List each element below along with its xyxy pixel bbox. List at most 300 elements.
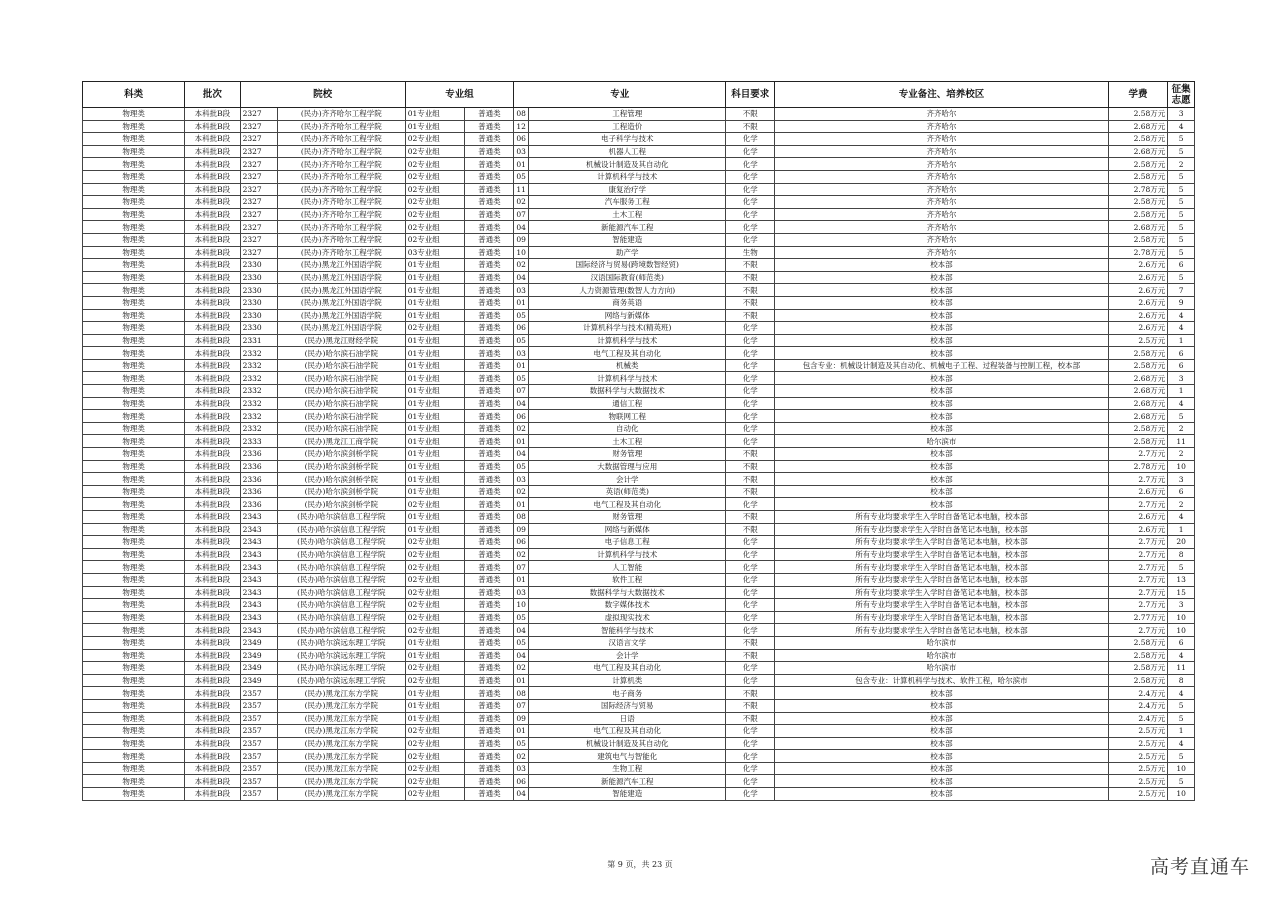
cell-plan-count: 8 [1168,548,1195,561]
cell-group-code: 02专业组 [405,221,465,234]
table-row [83,120,1195,133]
cell-major-name: 计算机类 [529,674,726,687]
cell-subject-requirement: 不限 [726,712,775,725]
cell-institution-code: 2343 [240,561,277,574]
cell-institution-code: 2330 [240,271,277,284]
cell-institution-name: (民办)黑龙江外国语学院 [277,296,405,309]
cell-subject-category: 物理类 [83,687,185,700]
cell-institution-name: (民办)黑龙江外国语学院 [277,322,405,335]
cell-plan-count: 4 [1168,737,1195,750]
cell-major-code: 06 [514,775,529,788]
cell-major-name: 财务管理 [529,448,726,461]
cell-subject-requirement: 化学 [726,170,775,183]
cell-plan-count: 3 [1168,599,1195,612]
cell-tuition: 2.4万元 [1108,687,1168,700]
cell-major-code: 09 [514,233,529,246]
header-institution: 院校 [240,82,405,108]
cell-subject-requirement: 化学 [726,762,775,775]
cell-institution-code: 2343 [240,536,277,549]
cell-group-code: 02专业组 [405,133,465,146]
cell-institution-name: (民办)黑龙江工商学院 [277,435,405,448]
cell-group-type: 普通类 [465,737,514,750]
cell-major-code: 06 [514,322,529,335]
cell-batch: 本科批B段 [185,334,240,347]
table-row [83,145,1195,158]
cell-institution-name: (民办)哈尔滨信息工程学院 [277,536,405,549]
header-major-group: 专业组 [405,82,514,108]
cell-institution-code: 2333 [240,435,277,448]
cell-notes-campus: 校本部 [775,309,1108,322]
cell-notes-campus: 校本部 [775,775,1108,788]
cell-subject-requirement: 化学 [726,536,775,549]
cell-batch: 本科批B段 [185,422,240,435]
cell-major-name: 大数据管理与应用 [529,460,726,473]
cell-tuition: 2.68万元 [1108,120,1168,133]
table-row [83,133,1195,146]
cell-institution-name: (民办)黑龙江外国语学院 [277,309,405,322]
cell-plan-count: 9 [1168,296,1195,309]
cell-subject-category: 物理类 [83,699,185,712]
cell-subject-requirement: 化学 [726,322,775,335]
cell-major-name: 通信工程 [529,397,726,410]
cell-batch: 本科批B段 [185,397,240,410]
cell-notes-campus: 校本部 [775,460,1108,473]
cell-tuition: 2.58万元 [1108,435,1168,448]
cell-plan-count: 5 [1168,145,1195,158]
cell-group-type: 普通类 [465,208,514,221]
cell-subject-category: 物理类 [83,674,185,687]
header-tuition: 学费 [1108,82,1168,108]
cell-major-code: 06 [514,133,529,146]
table-row [83,737,1195,750]
cell-tuition: 2.4万元 [1108,699,1168,712]
cell-institution-name: (民办)齐齐哈尔工程学院 [277,170,405,183]
table-row [83,221,1195,234]
cell-group-code: 01专业组 [405,108,465,121]
cell-notes-campus: 齐齐哈尔 [775,233,1108,246]
cell-institution-name: (民办)齐齐哈尔工程学院 [277,246,405,259]
cell-institution-code: 2343 [240,548,277,561]
cell-notes-campus: 校本部 [775,385,1108,398]
cell-plan-count: 10 [1168,762,1195,775]
cell-subject-requirement: 化学 [726,196,775,209]
cell-group-type: 普通类 [465,410,514,423]
cell-major-code: 07 [514,561,529,574]
cell-plan-count: 2 [1168,422,1195,435]
cell-subject-requirement: 化学 [726,422,775,435]
cell-institution-code: 2330 [240,284,277,297]
cell-major-code: 05 [514,460,529,473]
cell-batch: 本科批B段 [185,322,240,335]
cell-subject-category: 物理类 [83,485,185,498]
cell-institution-code: 2357 [240,737,277,750]
cell-subject-requirement: 不限 [726,473,775,486]
cell-institution-code: 2343 [240,523,277,536]
cell-institution-code: 2327 [240,196,277,209]
cell-notes-campus: 校本部 [775,712,1108,725]
cell-major-code: 05 [514,334,529,347]
cell-notes-campus: 所有专业均要求学生入学时自备笔记本电脑，校本部 [775,561,1108,574]
cell-group-code: 01专业组 [405,649,465,662]
cell-batch: 本科批B段 [185,359,240,372]
cell-subject-category: 物理类 [83,347,185,360]
cell-major-name: 计算机科学与技术 [529,170,726,183]
cell-major-name: 日语 [529,712,726,725]
cell-subject-requirement: 化学 [726,573,775,586]
cell-group-code: 03专业组 [405,246,465,259]
cell-major-name: 机械设计制造及其自动化 [529,158,726,171]
cell-subject-requirement: 化学 [726,347,775,360]
cell-major-name: 数字媒体技术 [529,599,726,612]
cell-subject-category: 物理类 [83,762,185,775]
cell-group-code: 02专业组 [405,611,465,624]
cell-subject-requirement: 不限 [726,120,775,133]
cell-tuition: 2.58万元 [1108,649,1168,662]
cell-institution-code: 2332 [240,397,277,410]
cell-plan-count: 5 [1168,183,1195,196]
cell-major-name: 土木工程 [529,435,726,448]
cell-notes-campus: 校本部 [775,762,1108,775]
cell-subject-requirement: 不限 [726,699,775,712]
cell-subject-category: 物理类 [83,233,185,246]
cell-institution-name: (民办)齐齐哈尔工程学院 [277,158,405,171]
cell-major-code: 09 [514,523,529,536]
cell-major-name: 电子信息工程 [529,536,726,549]
cell-subject-category: 物理类 [83,586,185,599]
cell-notes-campus: 校本部 [775,473,1108,486]
cell-notes-campus: 校本部 [775,259,1108,272]
cell-batch: 本科批B段 [185,108,240,121]
cell-subject-category: 物理类 [83,725,185,738]
cell-major-name: 数据科学与大数据技术 [529,385,726,398]
cell-plan-count: 4 [1168,397,1195,410]
cell-group-code: 01专业组 [405,347,465,360]
cell-notes-campus: 校本部 [775,372,1108,385]
cell-institution-code: 2343 [240,599,277,612]
cell-major-code: 10 [514,599,529,612]
cell-group-type: 普通类 [465,322,514,335]
cell-major-code: 03 [514,586,529,599]
cell-institution-name: (民办)黑龙江东方学院 [277,750,405,763]
cell-major-name: 机械设计制造及其自动化 [529,737,726,750]
cell-group-code: 01专业组 [405,397,465,410]
page-number: 第 9 页，共 23 页 [607,860,673,869]
cell-subject-requirement: 不限 [726,649,775,662]
cell-batch: 本科批B段 [185,221,240,234]
cell-major-code: 01 [514,674,529,687]
cell-notes-campus: 包含专业：计算机科学与技术、软件工程，哈尔滨市 [775,674,1108,687]
cell-institution-code: 2357 [240,750,277,763]
cell-plan-count: 2 [1168,158,1195,171]
cell-subject-category: 物理类 [83,511,185,524]
cell-group-code: 02专业组 [405,536,465,549]
cell-plan-count: 5 [1168,410,1195,423]
cell-group-type: 普通类 [465,762,514,775]
cell-institution-code: 2330 [240,309,277,322]
table-row [83,699,1195,712]
cell-notes-campus: 所有专业均要求学生入学时自备笔记本电脑，校本部 [775,599,1108,612]
cell-major-code: 05 [514,309,529,322]
cell-institution-name: (民办)哈尔滨信息工程学院 [277,573,405,586]
cell-plan-count: 6 [1168,359,1195,372]
cell-subject-category: 物理类 [83,246,185,259]
cell-subject-requirement: 化学 [726,548,775,561]
cell-major-name: 电气工程及其自动化 [529,662,726,675]
cell-major-name: 软件工程 [529,573,726,586]
table-row [83,473,1195,486]
cell-subject-category: 物理类 [83,649,185,662]
cell-major-name: 英语(师范类) [529,485,726,498]
table-row [83,725,1195,738]
cell-subject-category: 物理类 [83,573,185,586]
cell-institution-code: 2332 [240,385,277,398]
cell-plan-count: 1 [1168,385,1195,398]
cell-institution-name: (民办)哈尔滨剑桥学院 [277,498,405,511]
cell-group-code: 01专业组 [405,359,465,372]
cell-batch: 本科批B段 [185,611,240,624]
cell-plan-count: 6 [1168,636,1195,649]
cell-group-code: 01专业组 [405,473,465,486]
table-row [83,523,1195,536]
cell-institution-name: (民办)哈尔滨信息工程学院 [277,599,405,612]
table-row [83,788,1195,801]
cell-major-code: 07 [514,208,529,221]
cell-tuition: 2.6万元 [1108,259,1168,272]
cell-batch: 本科批B段 [185,233,240,246]
table-row [83,662,1195,675]
cell-batch: 本科批B段 [185,284,240,297]
cell-institution-name: (民办)黑龙江东方学院 [277,788,405,801]
cell-tuition: 2.6万元 [1108,296,1168,309]
cell-institution-name: (民办)齐齐哈尔工程学院 [277,108,405,121]
cell-group-type: 普通类 [465,573,514,586]
cell-notes-campus: 所有专业均要求学生入学时自备笔记本电脑，校本部 [775,548,1108,561]
cell-group-code: 02专业组 [405,158,465,171]
cell-institution-name: (民办)黑龙江东方学院 [277,712,405,725]
cell-notes-campus: 校本部 [775,737,1108,750]
cell-plan-count: 7 [1168,284,1195,297]
cell-group-type: 普通类 [465,435,514,448]
cell-group-type: 普通类 [465,649,514,662]
cell-major-name: 财务管理 [529,511,726,524]
cell-major-code: 01 [514,359,529,372]
cell-major-name: 机械类 [529,359,726,372]
cell-group-type: 普通类 [465,548,514,561]
cell-notes-campus: 校本部 [775,397,1108,410]
cell-plan-count: 5 [1168,208,1195,221]
cell-subject-requirement: 化学 [726,750,775,763]
cell-subject-requirement: 化学 [726,599,775,612]
watermark-logo: 高考直通车 [1149,856,1250,878]
cell-institution-code: 2327 [240,208,277,221]
cell-tuition: 2.5万元 [1108,775,1168,788]
cell-group-code: 02专业组 [405,183,465,196]
cell-institution-name: (民办)哈尔滨剑桥学院 [277,448,405,461]
cell-batch: 本科批B段 [185,750,240,763]
cell-subject-requirement: 化学 [726,158,775,171]
cell-institution-code: 2336 [240,448,277,461]
cell-tuition: 2.78万元 [1108,183,1168,196]
cell-institution-name: (民办)哈尔滨剑桥学院 [277,485,405,498]
cell-batch: 本科批B段 [185,473,240,486]
cell-major-name: 工程造价 [529,120,726,133]
table-row [83,410,1195,423]
cell-group-code: 02专业组 [405,586,465,599]
cell-plan-count: 3 [1168,372,1195,385]
cell-subject-requirement: 化学 [726,397,775,410]
cell-plan-count: 2 [1168,448,1195,461]
cell-group-type: 普通类 [465,108,514,121]
cell-major-code: 07 [514,385,529,398]
cell-group-type: 普通类 [465,599,514,612]
cell-institution-name: (民办)黑龙江东方学院 [277,725,405,738]
cell-batch: 本科批B段 [185,309,240,322]
cell-group-code: 02专业组 [405,725,465,738]
header-row [83,82,1195,108]
cell-major-code: 08 [514,108,529,121]
cell-tuition: 2.5万元 [1108,750,1168,763]
cell-subject-requirement: 化学 [726,737,775,750]
cell-group-type: 普通类 [465,259,514,272]
cell-group-code: 01专业组 [405,410,465,423]
cell-major-code: 01 [514,435,529,448]
cell-subject-category: 物理类 [83,737,185,750]
cell-subject-category: 物理类 [83,397,185,410]
cell-subject-requirement: 化学 [726,498,775,511]
cell-batch: 本科批B段 [185,271,240,284]
cell-subject-category: 物理类 [83,410,185,423]
table-row [83,599,1195,612]
cell-major-name: 助产学 [529,246,726,259]
cell-institution-code: 2343 [240,624,277,637]
cell-subject-category: 物理类 [83,145,185,158]
cell-group-code: 01专业组 [405,334,465,347]
cell-tuition: 2.6万元 [1108,309,1168,322]
cell-institution-name: (民办)哈尔滨石油学院 [277,385,405,398]
cell-major-name: 汽车服务工程 [529,196,726,209]
cell-subject-requirement: 化学 [726,410,775,423]
cell-subject-requirement: 化学 [726,775,775,788]
cell-subject-requirement: 不限 [726,271,775,284]
cell-tuition: 2.58万元 [1108,170,1168,183]
cell-subject-category: 物理类 [83,750,185,763]
cell-plan-count: 5 [1168,775,1195,788]
cell-institution-code: 2327 [240,183,277,196]
cell-major-code: 05 [514,737,529,750]
cell-institution-code: 2336 [240,473,277,486]
cell-subject-category: 物理类 [83,712,185,725]
cell-institution-code: 2332 [240,359,277,372]
cell-major-code: 07 [514,699,529,712]
cell-subject-category: 物理类 [83,473,185,486]
cell-batch: 本科批B段 [185,448,240,461]
cell-subject-requirement: 化学 [726,725,775,738]
cell-institution-name: (民办)哈尔滨远东理工学院 [277,636,405,649]
cell-group-type: 普通类 [465,687,514,700]
cell-major-code: 02 [514,422,529,435]
cell-notes-campus: 校本部 [775,284,1108,297]
cell-institution-code: 2332 [240,372,277,385]
cell-tuition: 2.68万元 [1108,385,1168,398]
cell-group-type: 普通类 [465,662,514,675]
cell-batch: 本科批B段 [185,246,240,259]
cell-major-code: 10 [514,246,529,259]
cell-institution-code: 2330 [240,259,277,272]
cell-institution-code: 2343 [240,586,277,599]
cell-subject-requirement: 化学 [726,788,775,801]
cell-group-code: 02专业组 [405,561,465,574]
cell-major-code: 04 [514,271,529,284]
cell-institution-code: 2349 [240,636,277,649]
cell-plan-count: 4 [1168,687,1195,700]
cell-plan-count: 5 [1168,699,1195,712]
cell-major-name: 工程管理 [529,108,726,121]
cell-group-code: 02专业组 [405,674,465,687]
cell-institution-name: (民办)哈尔滨石油学院 [277,359,405,372]
cell-major-name: 虚拟现实技术 [529,611,726,624]
cell-tuition: 2.7万元 [1108,548,1168,561]
cell-major-name: 智能建造 [529,233,726,246]
cell-notes-campus: 校本部 [775,347,1108,360]
cell-group-code: 01专业组 [405,284,465,297]
cell-group-type: 普通类 [465,309,514,322]
cell-institution-name: (民办)哈尔滨石油学院 [277,410,405,423]
cell-subject-requirement: 化学 [726,359,775,372]
cell-subject-requirement: 不限 [726,511,775,524]
cell-group-type: 普通类 [465,347,514,360]
cell-major-code: 01 [514,158,529,171]
table-row [83,385,1195,398]
cell-major-name: 计算机科学与技术(精英班) [529,322,726,335]
cell-tuition: 2.58万元 [1108,359,1168,372]
cell-group-type: 普通类 [465,296,514,309]
cell-institution-code: 2327 [240,170,277,183]
cell-subject-category: 物理类 [83,158,185,171]
cell-subject-category: 物理类 [83,422,185,435]
cell-subject-requirement: 不限 [726,523,775,536]
table-row [83,624,1195,637]
cell-batch: 本科批B段 [185,372,240,385]
cell-tuition: 2.58万元 [1108,196,1168,209]
cell-batch: 本科批B段 [185,259,240,272]
cell-group-type: 普通类 [465,183,514,196]
cell-subject-category: 物理类 [83,334,185,347]
table-row [83,712,1195,725]
cell-notes-campus: 校本部 [775,322,1108,335]
cell-subject-category: 物理类 [83,372,185,385]
cell-group-type: 普通类 [465,561,514,574]
cell-group-code: 02专业组 [405,624,465,637]
cell-plan-count: 10 [1168,460,1195,473]
cell-institution-name: (民办)齐齐哈尔工程学院 [277,183,405,196]
cell-group-type: 普通类 [465,498,514,511]
cell-major-name: 商务英语 [529,296,726,309]
cell-major-code: 03 [514,145,529,158]
cell-batch: 本科批B段 [185,649,240,662]
header-major: 专业 [514,82,726,108]
table-row [83,347,1195,360]
table-row [83,536,1195,549]
cell-plan-count: 5 [1168,750,1195,763]
cell-tuition: 2.58万元 [1108,636,1168,649]
cell-notes-campus: 校本部 [775,498,1108,511]
cell-subject-category: 物理类 [83,536,185,549]
cell-notes-campus: 校本部 [775,485,1108,498]
cell-institution-name: (民办)黑龙江财经学院 [277,334,405,347]
cell-subject-category: 物理类 [83,624,185,637]
table-row [83,422,1195,435]
cell-major-code: 02 [514,750,529,763]
